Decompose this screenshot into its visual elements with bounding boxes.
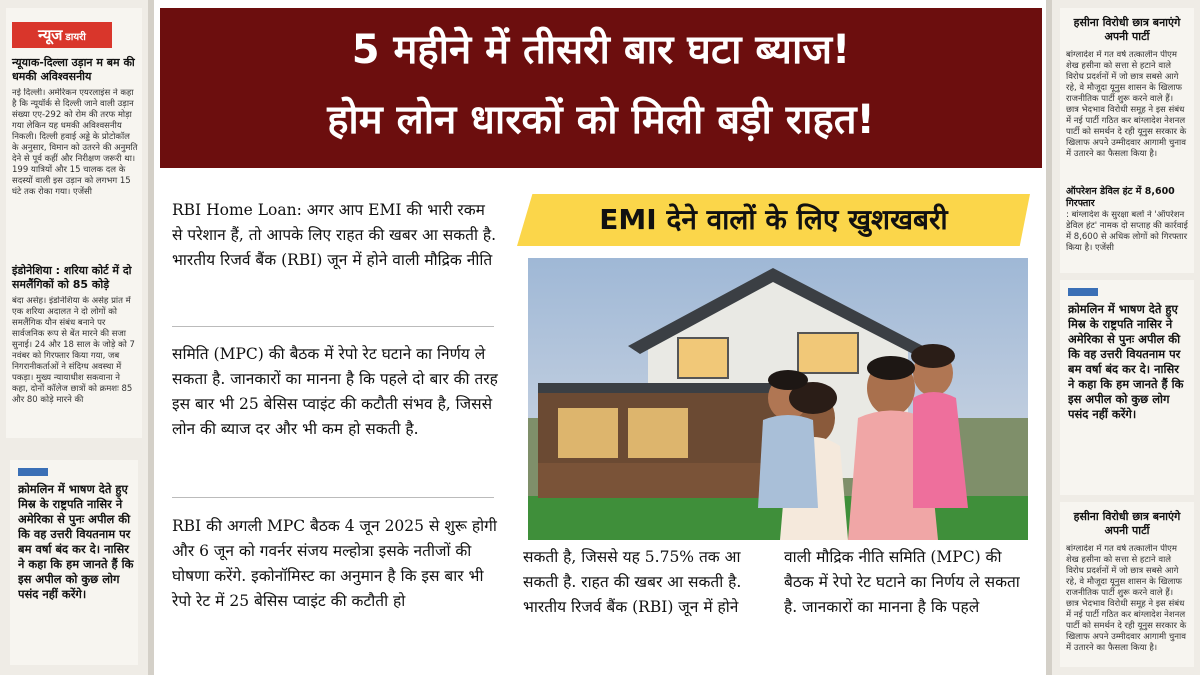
right-clipping-middle (1060, 280, 1194, 495)
logo-word-news: न्यूज (38, 26, 63, 44)
headline-line-2: होम लोन धारकों को मिली बड़ी राहत! (327, 97, 875, 143)
right-body-3: बांग्लादेश में गत वर्ष तत्कालीन पीएम शेख हसीना को सत्ता से हटाने वाले विरोध प्रदर्शनों में जो छात्र सबसे आगे रहे, वे मौजूदा यूनुस शासन के खिलाफ राजनीतिक पार्टी शुरू करने वाले हैं। छात्र भेदभाव विरोधी समूह ने इस संबंध में नई पार्टी गठित कर बांग्लादेश नेशनल पार्टी को समर्थन दे रही यूनुस सरकार के खिलाफ अपने उम्मीदवार आगामी चुनाव में उतारने का फैसला किया है। (1066, 544, 1187, 653)
left-body-1: नई दिल्ली। अमेरिकन एयरलाइंस ने कहा है कि न्यूयॉर्क से दिल्ली जाने वाली उड़ान संख्या एए-292 को रोम की तरफ मोड़ा गया लेकिन यह धमकी अविश्वसनीय निकली। दिल्ली हवाई अड्डे के प्रोटोकॉल के अनुसार, विमान को उतरने की अनुमति देने से पूर्व कहीं और निरीक्षण जरूरी था। 199 यात्रियों और 15 चालक दल के सदस्यों वाली इस उड़ान को लगभग 15 घंटे तक रोका गया। एजेंसी (12, 88, 138, 197)
headline-banner (160, 8, 1042, 168)
article-subcolumn-1: सकती है, जिससे यह 5.75% तक आ सकती है. राहत की खबर आ सकती है. भारतीय रिजर्व बैंक (RBI) जून में होने (523, 548, 742, 616)
right-clipping-top (1060, 8, 1194, 273)
right-box-text: क्रोमलिन में भाषण देते हुए मिस्र के राष्ट्रपति नासिर ने अमेरिका से पुनः अपील की कि वह उत्तरी वियतनाम पर बम वर्षा बंद कर दे। नासिर ने कहा कि हम जानते हैं कि इस अपील को कुछ लोग पसंद नहीं करेंगे। (1068, 302, 1184, 421)
left-body-2: बंदा असेह। इंडोनेशिया के असेह प्रांत में एक शरिया अदालत ने दो लोगों को समलैंगिक यौन संबंध बनाने पर सार्वजनिक रूप से बेंत मारने की सजा सुनाई। 24 और 18 साल के जोड़े को 7 नवंबर को गिरफ्तार किया गया, जब निगरानीकर्ताओं ने संदिग्ध अवस्था में पकड़ा। मुख्य न्यायाधीश सकवाना ने कहा, दोनों कॉलेज छात्रों को क्रमशः 85 और 80 कोड़े मारने की (12, 296, 135, 405)
article-paragraph-3: RBI की अगली MPC बैठक 4 जून 2025 से शुरू होगी और 6 जून को गवर्नर संजय मल्होत्रा इसके नतीजों की घोषणा करेंगे. इकोनॉमिस्ट का अनुमान है कि इस बार भी रेपो रेट में 25 बेसिस प्वाइंट की कटौती हो (172, 517, 497, 610)
left-edge-shadow (148, 0, 154, 675)
box-accent-bar (18, 468, 48, 476)
left-headline-2: इंडोनेशिया : शरिया कोर्ट में दो समलैंगिकों को 85 कोड़े (12, 264, 132, 291)
right-newspaper-column (1052, 0, 1200, 675)
right-body-1: बांग्लादेश में गत वर्ष तत्कालीन पीएम शेख हसीना को सत्ता से हटाने वाले विरोध प्रदर्शनों में जो छात्र सबसे आगे रहे, वे मौजूदा यूनुस शासन के खिलाफ राजनीतिक पार्टी शुरू करने वाले हैं। छात्र भेदभाव विरोधी समूह ने इस संबंध में नई पार्टी गठित कर बांग्लादेश नेशनल पार्टी को समर्थन दे रही यूनुस सरकार के खिलाफ अपने उम्मीदवार आगामी चुनाव में उतारने का फैसला किया है। (1066, 50, 1187, 159)
right-body-2: : बांग्लादेश के सुरक्षा बलों ने 'ऑपरेशन डेविल हंट' नामक दो सप्ताह की कार्रवाई में 8,600 से अधिक लोगों को गिरफ्तार किया है। एजेंसी (1066, 210, 1188, 253)
left-box-text: क्रोमलिन में भाषण देते हुए मिस्र के राष्ट्रपति नासिर ने अमेरिका से पुनः अपील की कि वह उत्तरी वियतनाम पर बम वर्षा बंद कर दे। नासिर ने कहा कि हम जानते हैं कि इस अपील को कुछ लोग पसंद नहीं करेंगे। (18, 482, 134, 601)
left-newspaper-column (0, 0, 148, 675)
logo-word-diary: डायरी (65, 32, 86, 43)
emi-good-news-banner (517, 194, 1030, 246)
news-diary-logo (12, 22, 112, 48)
left-clipping-bottom (10, 460, 138, 665)
article-divider-1 (172, 326, 494, 327)
article-paragraph-1: RBI Home Loan: अगर आप EMI की भारी रकम से परेशान हैं, तो आपके लिए राहत की खबर आ सकती है. भारतीय रिजर्व बैंक (RBI) जून में होने वाली मौद्रिक नीति (172, 201, 497, 269)
article-paragraph-2: समिति (MPC) की बैठक में रेपो रेट घटाने का निर्णय ले सकता है. जानकारों का मानना है कि पहले दो बार की तरह इस बार भी 25 बेसिस प्वाइंट की कटौती संभव है, जिससे लोन की ब्याज दर और भी कम हो सकती है. (172, 345, 498, 438)
left-clipping-top (6, 8, 142, 438)
right-box-accent-bar (1068, 288, 1098, 296)
banner-text: EMI देने वालों के लिए खुशखबरी (599, 203, 948, 236)
right-clipping-bottom (1060, 502, 1194, 667)
right-headline-3: हसीना विरोधी छात्र बनाएंगे अपनी पार्टी (1073, 510, 1181, 537)
family-house-photo (528, 258, 1028, 540)
article-subcolumn-2: वाली मौद्रिक नीति समिति (MPC) की बैठक में रेपो रेट घटाने का निर्णय ले सकता है. जानकारों का मानना है कि पहले (784, 548, 1020, 616)
article-divider-2 (172, 497, 494, 498)
right-headline-1: हसीना विरोधी छात्र बनाएंगे अपनी पार्टी (1073, 16, 1181, 43)
right-headline-2: ऑपरेशन डेविल हंट में 8,600 गिरफ्तार (1066, 186, 1175, 209)
left-headline-1: न्यूयाक-दिल्ला उड़ान म बम की धमकी अविश्वसनीय (12, 56, 135, 83)
headline-line-1: 5 महीने में तीसरी बार घटा ब्याज! (351, 27, 851, 73)
